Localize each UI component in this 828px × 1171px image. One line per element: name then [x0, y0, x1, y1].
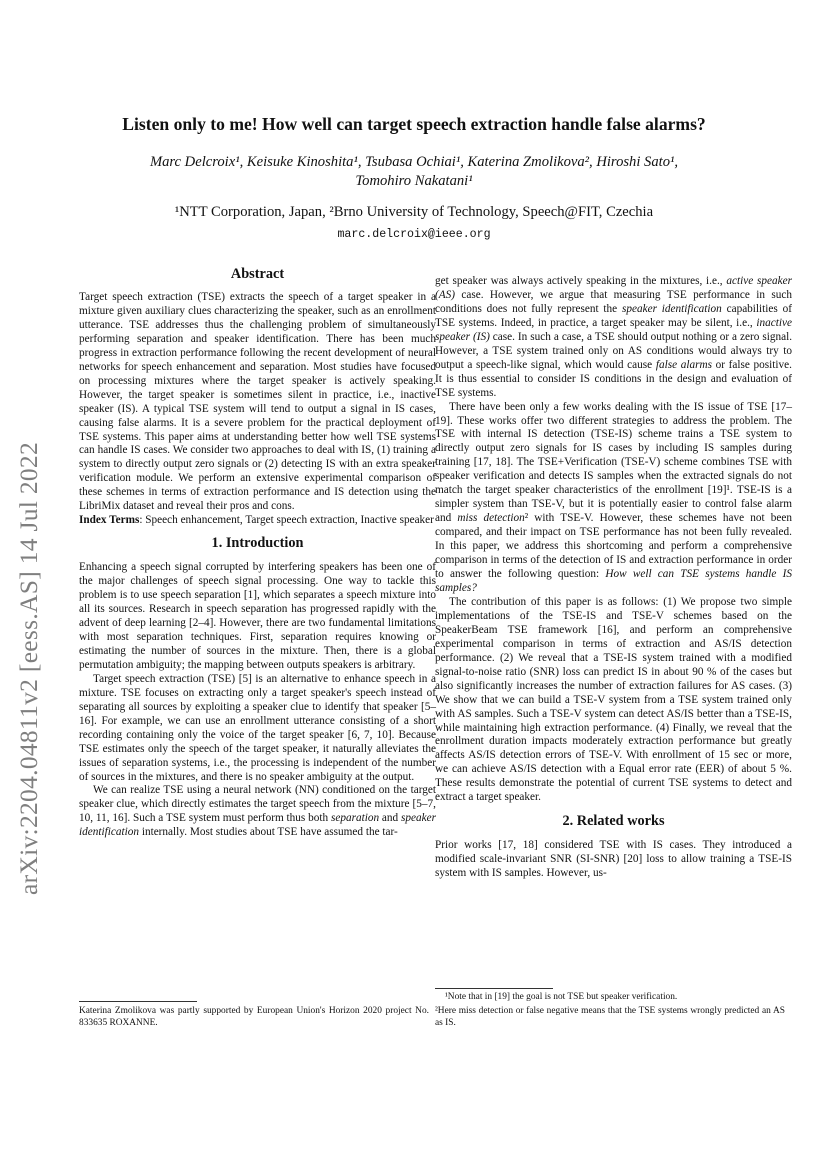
introduction-heading: 1. Introduction	[211, 535, 304, 552]
right-p1-d: case. In such a case, a TSE should output nothing or a zero signal. However, a TSE system trained only on AS conditions would always try to output a speech-like signal, which would cause	[435, 330, 793, 371]
right-paragraph-3: The contribution of this paper is as follows: (1) We propose two simple implementations of the TSE-IS and TSE-V schemes based on the SpeakerBeam TSE framework [16], and perform an comprehensive experimental comparison in terms of extraction and AS/IS detection performance. (2) We reveal that a TSE-IS system trained with a modified signal-to-noise ratio (SNR) loss can predict IS in about 90 % of the cases but also significantly increases the number of extraction failures for AS cases. (3) We show that we can build a TSE-V system from a TSE system trained only with AS samples. Such a TSE-V system can detect AS/IS better than a TSE-IS, while maintaining high extraction performance. (4) Finally, we reveal that the enrollment duration impacts moderately extraction performance but greatly affects AS/IS detection errors of TSE-V. With enrollment of 15 sec or more, we can achieve AS/IS detection with a Equal error rate (EER) of about 5 %. These results demonstrate the potential of current TSE systems to detect and extract a target speaker.	[435, 595, 792, 804]
intro-paragraph-3	[79, 784, 436, 840]
right-p1-a: get speaker was always actively speaking in the mixtures, i.e.,	[435, 275, 727, 287]
footnote-1: ¹Note that in [19] the goal is not TSE but speaker verification.	[445, 992, 678, 1002]
term-false-alarms: false alarms	[655, 358, 712, 371]
footnote-2: ²Here miss detection or false negative means that the TSE systems wrongly predicted an AS as IS.	[435, 1006, 785, 1028]
footnote-rule-left	[79, 1001, 197, 1002]
footnote-rule-right	[435, 988, 553, 989]
right-p1-b: case. However, we argue that measuring TSE performance in such conditions does not fully represent the	[435, 288, 792, 315]
intro-p3-text-a: We can realize TSE using a neural network (NN) conditioned on the target speaker clue, which directly estimates the target speech from the mixture [5–7, 10, 11, 16]. Such a TSE system must perform thus both	[79, 784, 436, 825]
index-terms-label: Index Terms	[79, 514, 140, 527]
arxiv-identifier: arXiv:2204.04811v2 [eess.AS] 14 Jul 2022	[14, 441, 43, 895]
intro-p3-and: and	[379, 812, 401, 825]
index-terms-text: : Speech enhancement, Target speech extraction, Inactive speaker	[139, 514, 434, 527]
intro-paragraph-1: Enhancing a speech signal corrupted by interfering speakers has been one of the major challenges of speech signal processing. One way to tackle this problem is to use speech separation [1], which separates a speech mixture into all its sources. Research in speech separation has progressed rapidly with the advent of deep learning [2–4]. However, there are two fundamental limitations with most separation techniques. First, separation requires knowing or estimating the number of sources in the mixture. Then, there is a global permutation ambiguity; the mapping between outputs speakers is arbitrary.	[79, 561, 436, 671]
right-paragraph-1	[435, 275, 792, 401]
related-works-paragraph: Prior works [17, 18] considered TSE with IS cases. They introduced a modified scale-invariant SNR (SI-SNR) [20] loss to allow training a TSE-IS system with IS samples. However, us-	[435, 839, 792, 880]
right-column	[435, 275, 792, 881]
left-column	[79, 264, 436, 840]
right-p1-c: capabilities of TSE systems. Indeed, in practice, a target speaker may be silent, i.e.,	[435, 302, 792, 329]
right-paragraph-2	[435, 401, 792, 596]
right-p1-e: or false positive. It is thus essential to consider IS conditions in the design and evaluation of TSE systems.	[435, 358, 792, 399]
intro-p3-separation: separation	[330, 812, 380, 825]
authors-line-2: Tomohiro Nakatani¹	[355, 173, 473, 189]
intro-paragraph-2: Target speech extraction (TSE) [5] is an alternative to enhance speech in a mixture. TSE focuses on extracting only a target speaker's speech instead of separating all sources by exploiting a speaker clue to identify that speaker [5–16]. For example, we can use an enrollment utterance consisting of a short recording containing only the voice of the target speaker [6, 7, 10]. Because TSE estimates only the speech of the target speaker, it naturally alleviates the issues of separation systems, i.e., the processing is independent of the number of sources in the mixtures, and there is no speaker ambiguity at the output.	[79, 672, 436, 783]
related-works-heading: 2. Related works	[562, 813, 665, 830]
funding-footnote: Katerina Zmolikova was partly supported by European Union's Horizon 2020 project No. 833635 ROXANNE.	[79, 1006, 429, 1028]
affiliations: ¹NTT Corporation, Japan, ²Brno University of Technology, Speech@FIT, Czechia	[174, 204, 654, 220]
term-inactive-speaker: inactive speaker (IS)	[435, 316, 792, 343]
research-question: How well can TSE systems handle IS samples?	[435, 568, 792, 594]
author-list	[100, 153, 728, 191]
index-terms	[79, 514, 436, 528]
abstract-body: Target speech extraction (TSE) extracts the speech of a target speaker in a mixture given auxiliary clues characterizing the speaker, such as an enrollment utterance. TSE addresses thus the challenging problem of simultaneously performing separation and speaker identification. There has been much progress in extraction performance following the recent development of neural networks for speech enhancement and separation. Most studies have focused on processing mixtures where the target speaker is actively speaking. However, the target speaker is sometimes silent in practice, i.e., inactive speaker (IS). A typical TSE system will tend to output a signal in IS cases, causing false alarms. It is a severe problem for the practical deployment of TSE systems. This paper aims at understanding better how well TSE systems can handle IS cases. We consider two approaches to deal with IS, (1) training a system to directly output zero signals or (2) detecting IS with an extra speaker verification module. We perform an extensive experimental comparison of these schemes in terms of extraction performance and IS detection using the LibriMix dataset and reveal their pros and cons.	[79, 291, 436, 513]
intro-p3-speaker-identification: speaker identification	[79, 812, 436, 839]
contact-email[interactable]: marc.delcroix@ieee.org	[337, 228, 491, 241]
right-p2-a: There have been only a few works dealing with the IS issue of TSE [17–19]. These works offer two different strategies to address the problem. The TSE with internal IS detection (TSE-IS) scheme trains a TSE system to directly output zero signals for IS cases by including IS samples during training [17, 18]. The TSE+Verification (TSE-V) scheme combines TSE with speaker verification and detects IS samples when the extracted signals do not match the target speaker characteristics of the enrollment [19]¹. TSE-IS is a simpler system than TSE-V, but it is potentially easier to control false alarm and	[435, 400, 792, 525]
term-active-speaker: active speaker (AS)	[435, 275, 793, 301]
term-miss-detection: miss detection	[457, 512, 525, 525]
right-p2-b: ² with TSE-V. However, these schemes have not been compared, and their impact on TSE performance has not been fully revealed. In this paper, we address this shortcoming and perform a comprehensive comparison in terms of the detection of IS and extraction performance in order to answer the following question:	[435, 512, 792, 581]
abstract-heading: Abstract	[230, 266, 285, 282]
intro-p3-text-b: internally. Most studies about TSE have assumed the tar-	[139, 826, 398, 839]
term-speaker-identification: speaker identification	[621, 302, 722, 315]
paper-title: Listen only to me! How well can target speech extraction handle false alarms?	[122, 114, 706, 134]
authors-line-1: Marc Delcroix¹, Keisuke Kinoshita¹, Tsubasa Ochiai¹, Katerina Zmolikova², Hiroshi Sato¹,	[149, 154, 679, 170]
